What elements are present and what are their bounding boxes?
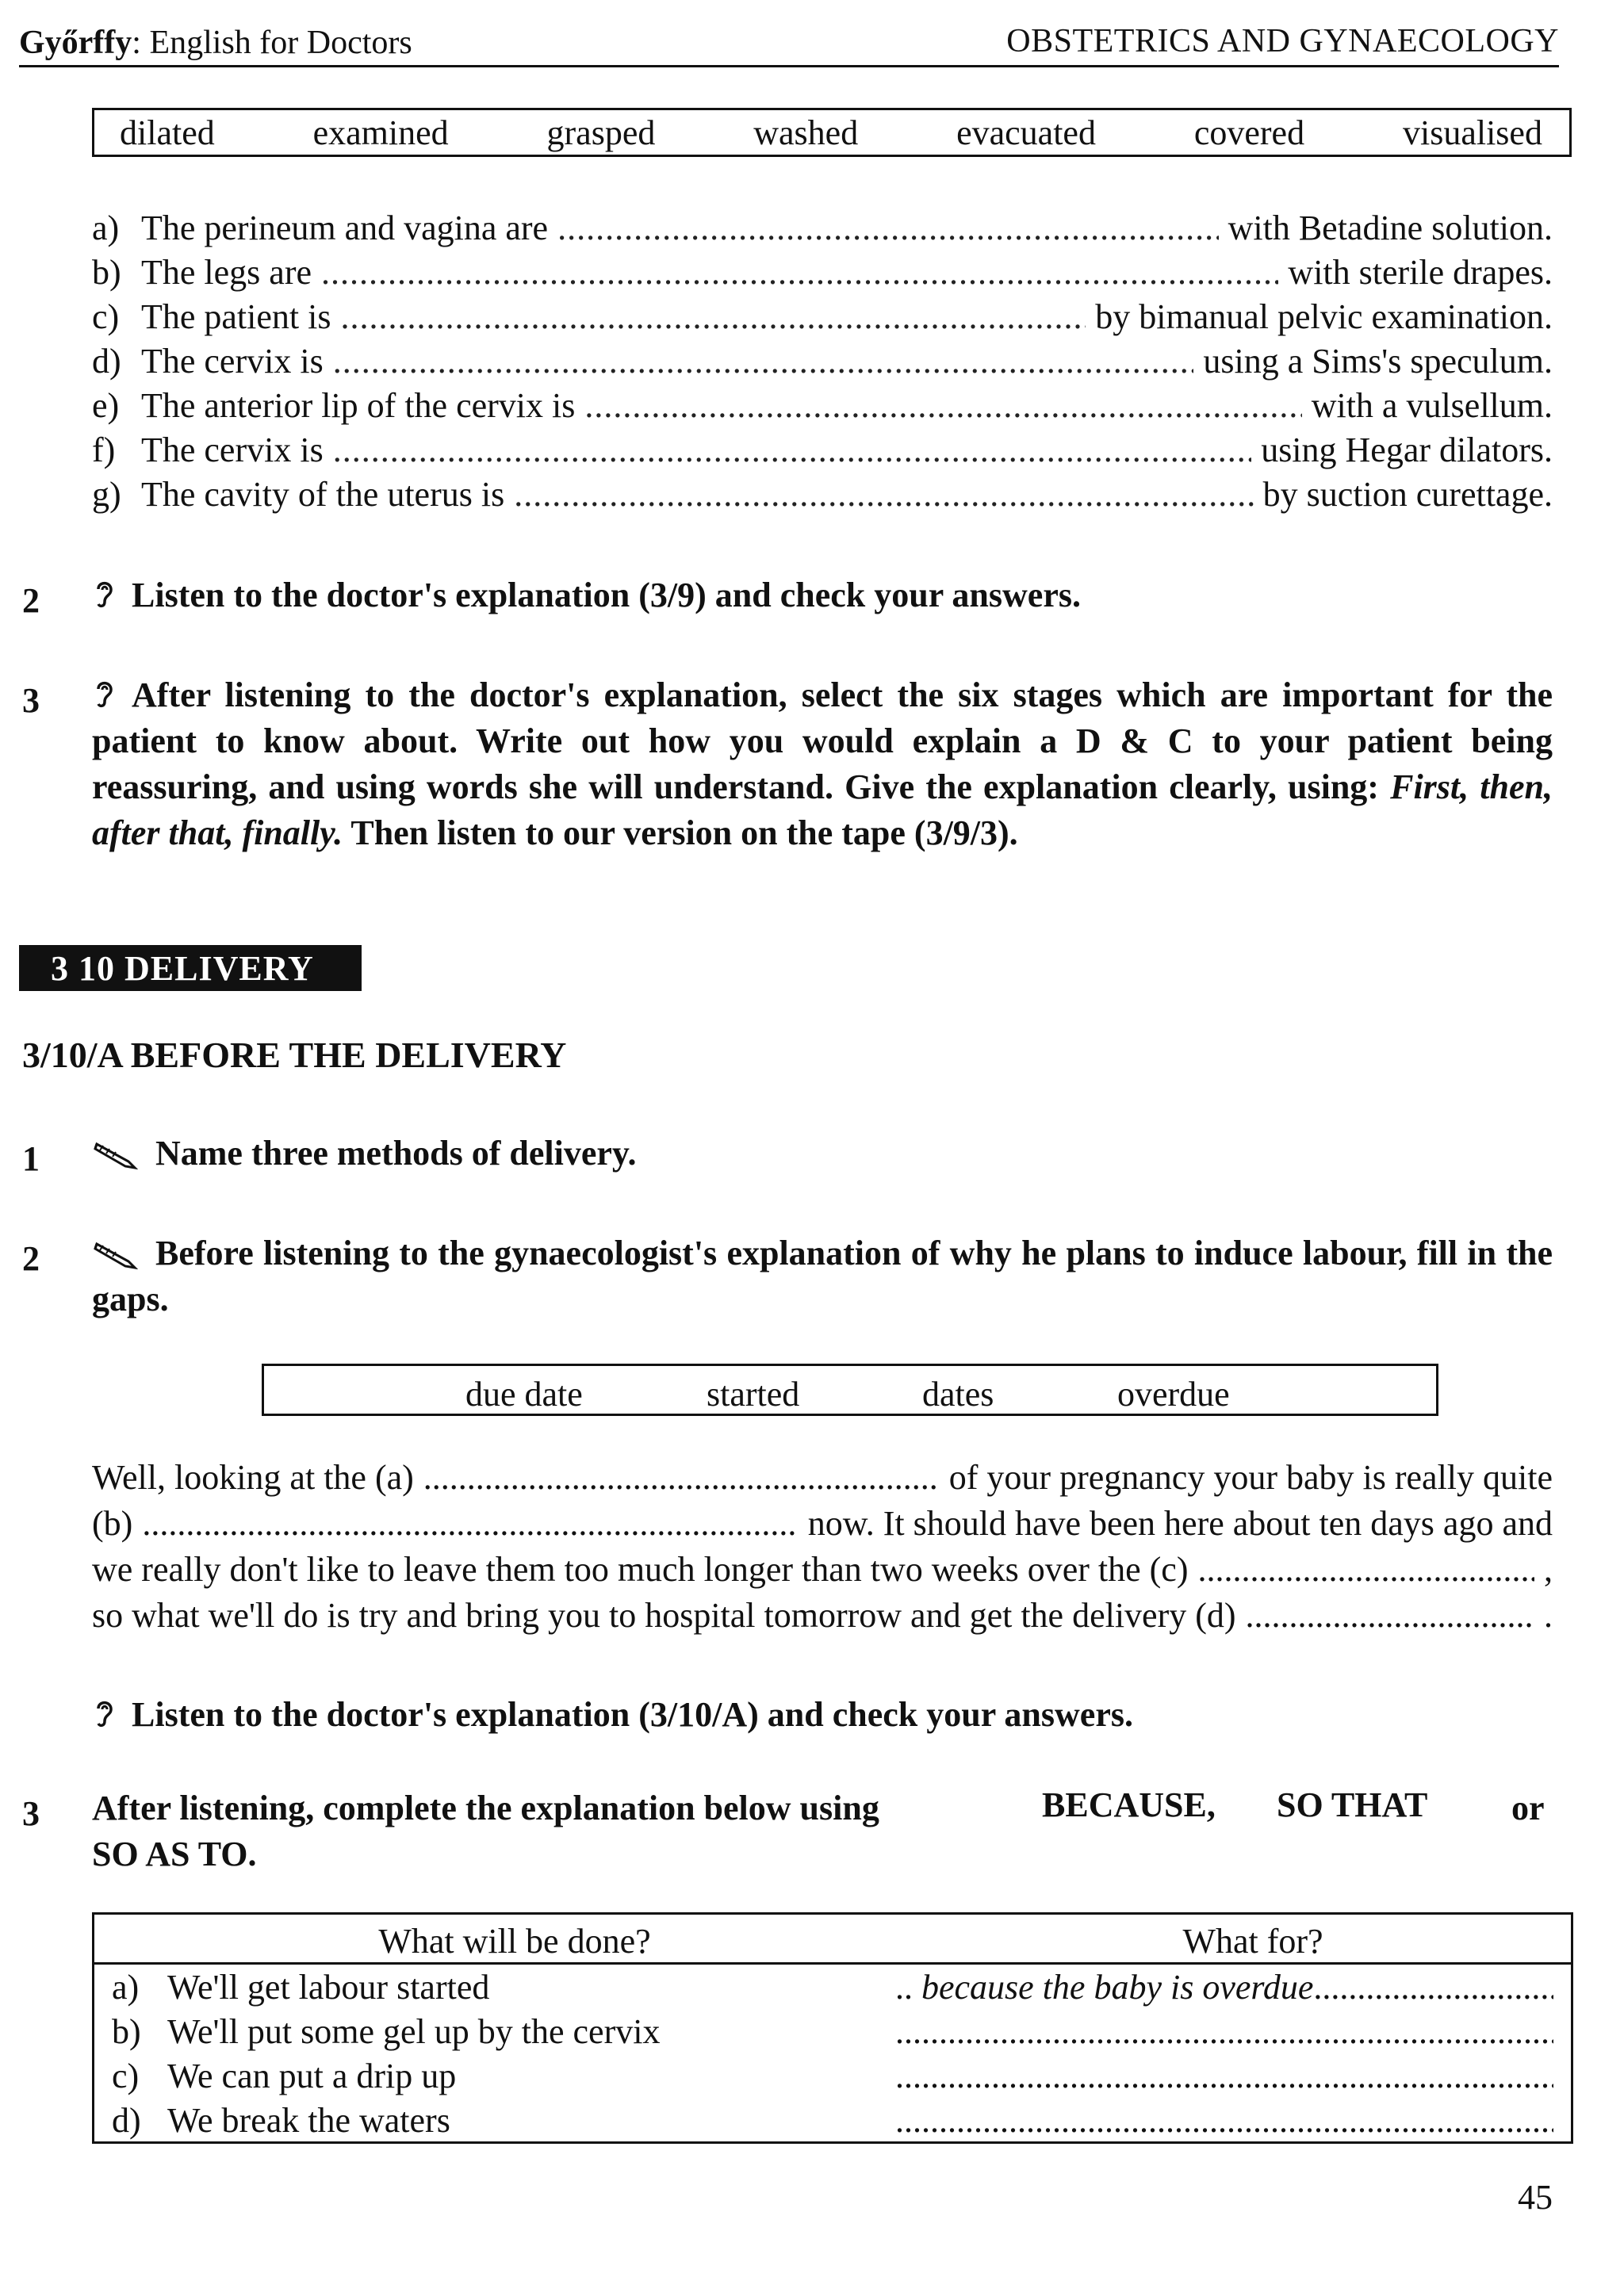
ear-icon	[92, 572, 116, 618]
connector-so-as-to: SO AS TO.	[92, 1835, 257, 1873]
word-box-item: started	[707, 1375, 800, 1414]
word-box-item: covered	[1193, 113, 1305, 152]
row-text: We can put a drip up	[167, 2057, 457, 2095]
gap-paragraph	[92, 1457, 1553, 1641]
task-text-part-1: After listening to the doctor's explanation, select the six stages which are important for the patient to know about. Write out how you would explain a D & C to your patient being reassuring, and using words she will understand. Give the explanation clearly, using:	[92, 675, 1553, 806]
page-header	[19, 22, 1559, 67]
answer-cell[interactable]	[895, 1967, 1553, 2007]
row-text: We break the waters	[167, 2101, 450, 2140]
table-row	[94, 2053, 1571, 2097]
paragraph-text: .	[1544, 1596, 1553, 1635]
task-text: Before listening to the gynaecologist's explanation of why he plans to induce labour, fill in the gaps.	[92, 1234, 1553, 1318]
book-title: : English for Doctors	[132, 25, 412, 61]
gap-b[interactable]	[142, 1503, 798, 1544]
paragraph-text: now. It should have been here about ten days ago and	[807, 1504, 1553, 1543]
task-3-explain	[92, 672, 1553, 856]
connector-or: or	[1511, 1789, 1545, 1827]
pencil-icon	[92, 1131, 140, 1177]
pencil-icon	[92, 1230, 140, 1276]
row-letter: c)	[112, 2057, 140, 2095]
paragraph-line	[92, 1457, 1553, 1503]
paragraph-text: ,	[1544, 1550, 1553, 1589]
paragraph-line	[92, 1503, 1553, 1549]
sentence-a	[92, 208, 1553, 252]
sentence-end: using a Sims's speculum.	[1203, 342, 1553, 381]
table-row	[94, 1964, 1571, 2008]
row-answer: because the baby is overdue	[921, 1968, 1314, 2007]
answer-gap[interactable]	[514, 474, 1253, 515]
task-1-methods	[92, 1131, 1553, 1177]
word-box-item: evacuated	[956, 113, 1096, 152]
author-name: Győrffy	[19, 25, 132, 61]
sentence-start: The legs are	[141, 253, 312, 292]
task-2-fill-gaps	[92, 1230, 1553, 1322]
task-text: Listen to the doctor's explanation (3/9) and check your answers.	[132, 576, 1081, 614]
answer-gap[interactable]	[333, 430, 1251, 470]
ear-icon	[92, 672, 116, 718]
word-box-item: dilated	[120, 113, 215, 152]
paragraph-text: we really don't like to leave them too much longer than two weeks over the (c)	[92, 1550, 1189, 1589]
sentence-end: using Hegar dilators.	[1261, 430, 1553, 469]
sentence-end: by suction curettage.	[1262, 475, 1553, 514]
row-letter: b)	[112, 2012, 141, 2051]
task-text: Name three methods of delivery.	[155, 1134, 637, 1173]
sentence-end: with a vulsellum.	[1311, 386, 1553, 425]
task-text: After listening, complete the explanation below using	[92, 1789, 879, 1827]
word-box-item: visualised	[1402, 113, 1542, 152]
paragraph-text: of your pregnancy your baby is really quite	[948, 1458, 1553, 1497]
table-header	[94, 1915, 1571, 1965]
sentence-letter: e)	[92, 386, 120, 425]
section-title: OBSTETRICS AND GYNAECOLOGY	[1006, 23, 1559, 59]
sentence-end: with Betadine solution.	[1228, 209, 1553, 247]
word-box-item: washed	[753, 113, 859, 152]
sentence-letter: g)	[92, 475, 121, 514]
sentence-end: by bimanual pelvic examination.	[1095, 297, 1553, 336]
answer-cell[interactable]	[895, 2056, 1553, 2096]
sentence-e	[92, 385, 1553, 430]
sentence-start: The perineum and vagina are	[141, 209, 549, 247]
connector-because: BECAUSE,	[1042, 1785, 1216, 1824]
sentence-f	[92, 430, 1553, 474]
answer-gap[interactable]	[333, 341, 1194, 381]
ear-icon	[92, 1692, 116, 1738]
task-text-part-2: Then listen to our version on the tape (3/9/3).	[343, 813, 1018, 852]
sentence-start: The anterior lip of the cervix is	[141, 386, 576, 425]
sentence-c	[92, 297, 1553, 341]
paragraph-text: so what we'll do is try and bring you to hospital tomorrow and get the delivery (d)	[92, 1596, 1236, 1635]
gap-d[interactable]	[1246, 1595, 1534, 1636]
word-box-item: due date	[465, 1375, 583, 1414]
word-box-item: examined	[312, 113, 449, 152]
sentence-letter: b)	[92, 253, 121, 292]
word-box-item: overdue	[1117, 1375, 1230, 1414]
paragraph-line	[92, 1549, 1553, 1595]
task-number: 1	[22, 1139, 40, 1178]
connector-so-that: SO THAT	[1277, 1785, 1428, 1824]
answer-cell[interactable]	[895, 2011, 1553, 2052]
sentence-letter: f)	[92, 430, 116, 469]
row-text: We'll get labour started	[167, 1968, 490, 2007]
task-number: 3	[22, 681, 40, 720]
answer-gap[interactable]	[341, 297, 1086, 337]
task-number: 2	[22, 1239, 40, 1278]
running-title	[19, 24, 412, 62]
sentence-start: The patient is	[141, 297, 331, 336]
task-number: 3	[22, 1794, 40, 1833]
task-text-italic: First, then, after that, finally.	[92, 767, 1553, 852]
sentence-b	[92, 252, 1553, 297]
column-header: What will be done?	[378, 1922, 651, 1961]
explanation-table	[92, 1912, 1573, 2144]
listen-check	[92, 1692, 1553, 1738]
word-box-2	[262, 1364, 1438, 1416]
sentence-letter: a)	[92, 209, 120, 247]
sentence-start: The cervix is	[141, 430, 324, 469]
answer-gap[interactable]	[557, 208, 1219, 248]
table-row	[94, 2008, 1571, 2053]
gap-c[interactable]	[1197, 1549, 1534, 1590]
word-box-item: grasped	[546, 113, 656, 152]
word-box-item: dates	[922, 1375, 994, 1414]
task-text: Listen to the doctor's explanation (3/10/A) and check your answers.	[132, 1695, 1133, 1734]
task-2-listen	[92, 572, 1553, 618]
gap-a[interactable]	[423, 1457, 940, 1498]
sentence-letter: c)	[92, 297, 120, 336]
row-letter: d)	[112, 2101, 141, 2140]
task-number: 2	[22, 581, 40, 620]
answer-gap[interactable]	[584, 385, 1301, 426]
section-banner: 3 10 DELIVERY	[19, 945, 362, 991]
sentence-d	[92, 341, 1553, 385]
sentence-start: The cavity of the uterus is	[141, 475, 505, 514]
table-row	[94, 2097, 1571, 2141]
subheading: 3/10/A BEFORE THE DELIVERY	[22, 1035, 567, 1075]
row-letter: a)	[112, 1968, 140, 2007]
sentence-g	[92, 474, 1553, 519]
word-box-1	[92, 108, 1572, 157]
page-number: 45	[1518, 2178, 1553, 2217]
sentence-letter: d)	[92, 342, 121, 381]
task-3-connectors	[92, 1785, 1553, 1877]
sentence-start: The cervix is	[141, 342, 324, 381]
paragraph-line	[92, 1595, 1553, 1641]
paragraph-text: (b)	[92, 1504, 133, 1543]
paragraph-text: Well, looking at the (a)	[92, 1458, 414, 1497]
row-text: We'll put some gel up by the cervix	[167, 2012, 661, 2051]
answer-cell[interactable]	[895, 2100, 1553, 2141]
column-header: What for?	[1182, 1922, 1323, 1961]
sentence-end: with sterile drapes.	[1288, 253, 1553, 292]
answer-gap[interactable]	[321, 252, 1278, 293]
